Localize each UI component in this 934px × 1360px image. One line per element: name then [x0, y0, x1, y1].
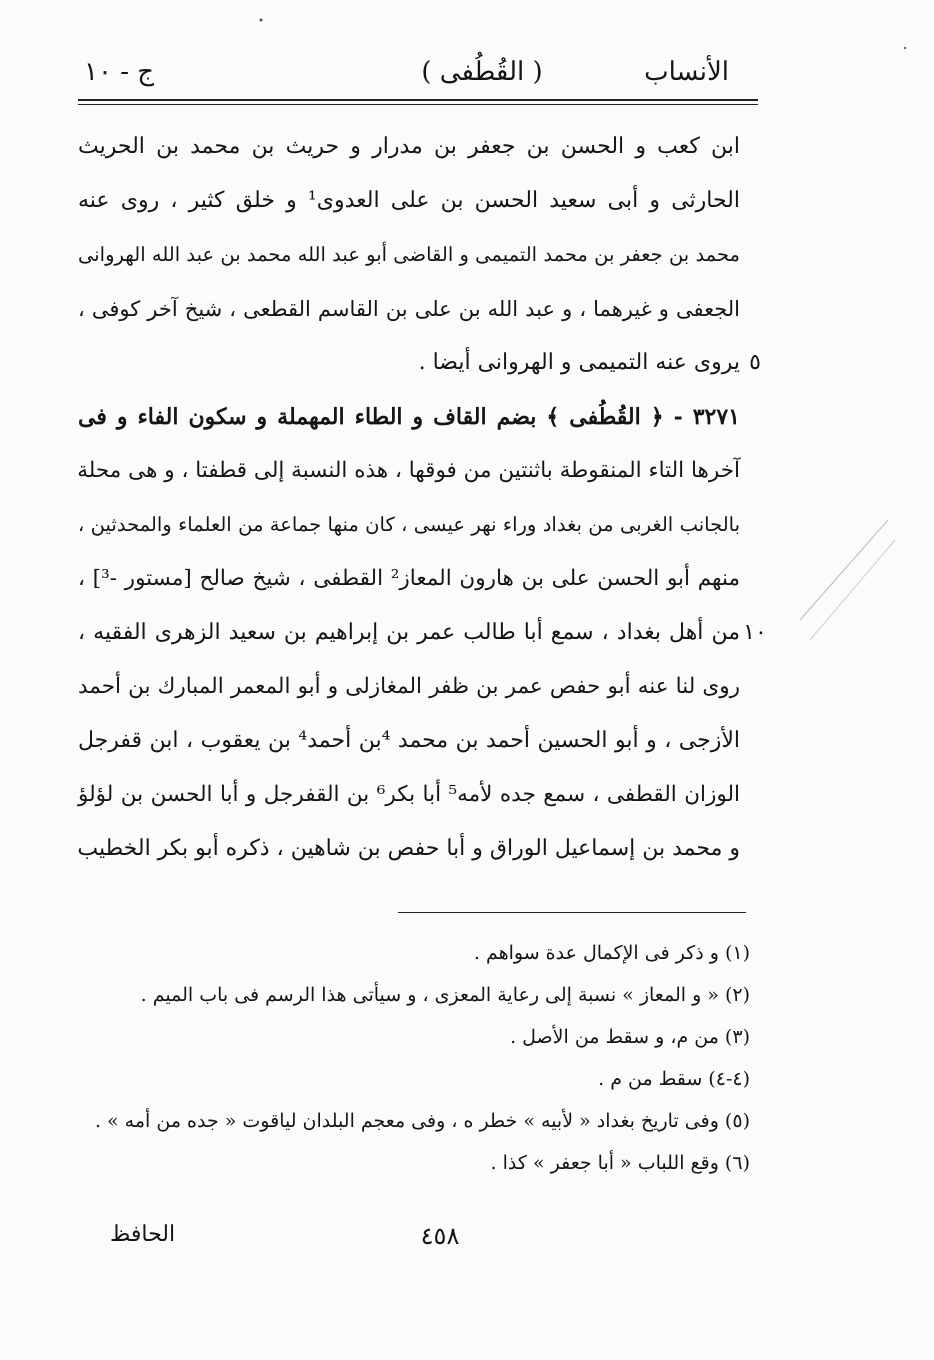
footnote: (٦) وقع اللباب « أبا جعفر » كذا . [490, 1152, 750, 1174]
line-text: يروى عنه التميمى و الهروانى أيضا . [418, 350, 740, 375]
footnote: (١) و ذكر فى الإكمال عدة سواهم . [473, 942, 750, 964]
text-line: الوزان القطفى ، سمع جده لأمه⁵ أبا بكر⁶ بن القفرجل و أبا الحسن بن لؤلؤ [78, 782, 740, 807]
line-number-5: ٥ [749, 350, 761, 375]
scan-speck [260, 19, 263, 22]
scan-streak [800, 520, 888, 620]
text-line: من أهل بغداد ، سمع أبا طالب عمر بن إبراهيم بن سعيد الزهرى الفقيه ، [78, 620, 740, 645]
text-line: ابن كعب و الحسن بن جعفر بن مدرار و حريث بن محمد بن الحريث [78, 134, 740, 159]
running-header-volume: ج - ١٠ [84, 57, 155, 87]
footer-signature: الحافظ [110, 1222, 176, 1247]
scan-speck [904, 47, 906, 49]
text-line: و محمد بن إسماعيل الوراق و أبا حفص بن شاهين ، ذكره أبو بكر الخطيب [77, 836, 740, 861]
text-line: الجعفى و غيرهما ، و عبد الله بن على بن القاسم القطعى ، شيخ آخر كوفى ، [78, 297, 740, 321]
page-number: ٤٥٨ [420, 1222, 460, 1250]
header-rule-thin [78, 104, 758, 105]
main-text [78, 120, 740, 876]
footnote: (٤-٤) سقط من م . [598, 1068, 750, 1090]
line-number-10: ١٠ [743, 620, 767, 645]
running-header-title: الأنساب [644, 57, 729, 87]
text-line: محمد بن جعفر بن محمد التميمى و القاضى أبو عبد الله محمد بن عبد الله الهروانى [78, 243, 740, 266]
running-header-entry: ( القُطُفى ) [421, 57, 543, 87]
scan-streak [810, 540, 895, 640]
footnote-rule [398, 912, 746, 913]
header-rule [78, 99, 758, 101]
footnotes [90, 932, 750, 1184]
text-line: آخرها التاء المنقوطة باثنتين من فوقها ، هذه النسبة إلى قطفتا ، و هى محلة [77, 458, 740, 483]
text-line [78, 336, 740, 390]
footnote: (٣) من م، و سقط من الأصل . [510, 1026, 750, 1048]
text-line: منهم أبو الحسن على بن هارون المعاز² القطفى ، شيخ صالح [مستور -³] ، [78, 566, 740, 591]
text-line: روى لنا عنه أبو حفص عمر بن ظفر المغازلى و أبو المعمر المبارك بن أحمد [78, 674, 740, 699]
footnote: (٥) وفى تاريخ بغداد « لأبيه » خطر ه ، وفى معجم البلدان لياقوت « جده من أمه » . [94, 1110, 750, 1132]
text-line: بالجانب الغربى من بغداد وراء نهر عيسى ، كان منها جماعة من العلماء والمحدثين ، [78, 513, 740, 536]
text-line: الأزجى ، و أبو الحسين أحمد بن محمد ⁴بن أحمد⁴ بن يعقوب ، ابن قفرجل [78, 728, 741, 753]
text-line-entry-heading: ٣٢٧١ - ﴿ القُطُفى ﴾ بضم القاف و الطاء المهملة و سكون الفاء و فى [78, 404, 740, 430]
text-line: الحارثى و أبى سعيد الحسن بن على العدوى¹ و خلق كثير ، روى عنه [78, 188, 740, 213]
footnote: (٢) « و المعاز » نسبة إلى رعاية المعزى ، و سيأتى هذا الرسم فى باب الميم . [140, 984, 750, 1006]
